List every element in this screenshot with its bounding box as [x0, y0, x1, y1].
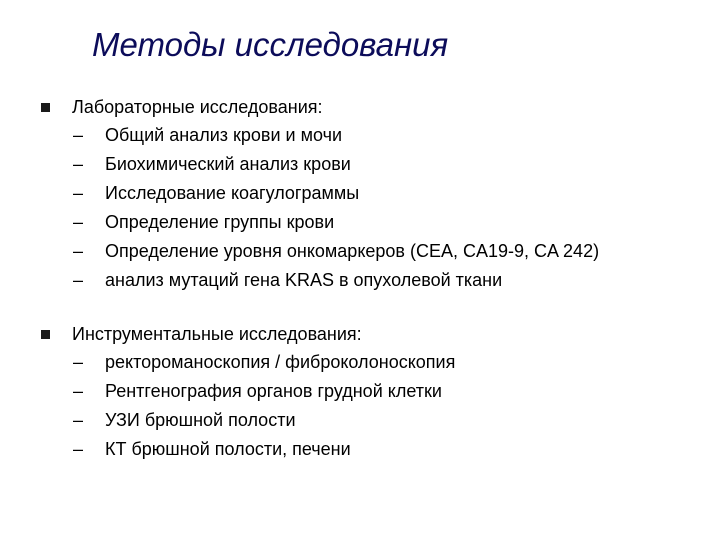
list-item-text: КТ брюшной полости, печени — [105, 439, 351, 459]
dash-marker: – — [73, 241, 84, 261]
section-heading-row — [0, 322, 720, 350]
dash-marker: – — [73, 212, 84, 232]
dash-marker: – — [73, 410, 84, 430]
list-item — [0, 239, 720, 268]
dash-marker: – — [73, 125, 84, 145]
list-item — [0, 123, 720, 152]
list-item-text: ректороманоскопия / фиброколоноскопия — [105, 352, 456, 372]
dash-marker: – — [73, 183, 84, 203]
list-item-text: Рентгенография органов грудной клетки — [105, 381, 442, 401]
list-item — [0, 350, 720, 379]
section-heading: Инструментальные исследования: — [72, 324, 362, 344]
list-item-text: Общий анализ крови и мочи — [105, 125, 342, 145]
list-item — [0, 408, 720, 437]
section-heading: Лабораторные исследования: — [72, 97, 323, 117]
sub-list — [0, 350, 720, 466]
list-item — [0, 437, 720, 466]
section-heading-row — [0, 95, 720, 123]
list-item-text: УЗИ брюшной полости — [105, 410, 296, 430]
list-item — [0, 379, 720, 408]
list-item-text: Определение уровня онкомаркеров (CEA, CA19-9, CA 242) — [105, 241, 600, 261]
slide-title: Методы исследования — [92, 26, 449, 63]
section-laboratory — [0, 95, 720, 297]
square-bullet-icon — [41, 330, 50, 339]
list-item — [0, 152, 720, 181]
dash-marker: – — [73, 154, 84, 174]
dash-marker: – — [73, 439, 84, 459]
list-item-text: анализ мутаций гена KRAS в опухолевой ткани — [105, 270, 503, 290]
dash-marker: – — [73, 270, 84, 290]
list-item — [0, 268, 720, 297]
sub-list — [0, 123, 720, 297]
dash-marker: – — [73, 381, 84, 401]
section-instrumental — [0, 322, 720, 466]
list-item-text: Биохимический анализ крови — [105, 154, 351, 174]
list-item-text: Определение группы крови — [105, 212, 335, 232]
list-item-text: Исследование коагулограммы — [105, 183, 360, 203]
list-item — [0, 181, 720, 210]
square-bullet-icon — [41, 103, 50, 112]
list-item — [0, 210, 720, 239]
dash-marker: – — [73, 352, 84, 372]
